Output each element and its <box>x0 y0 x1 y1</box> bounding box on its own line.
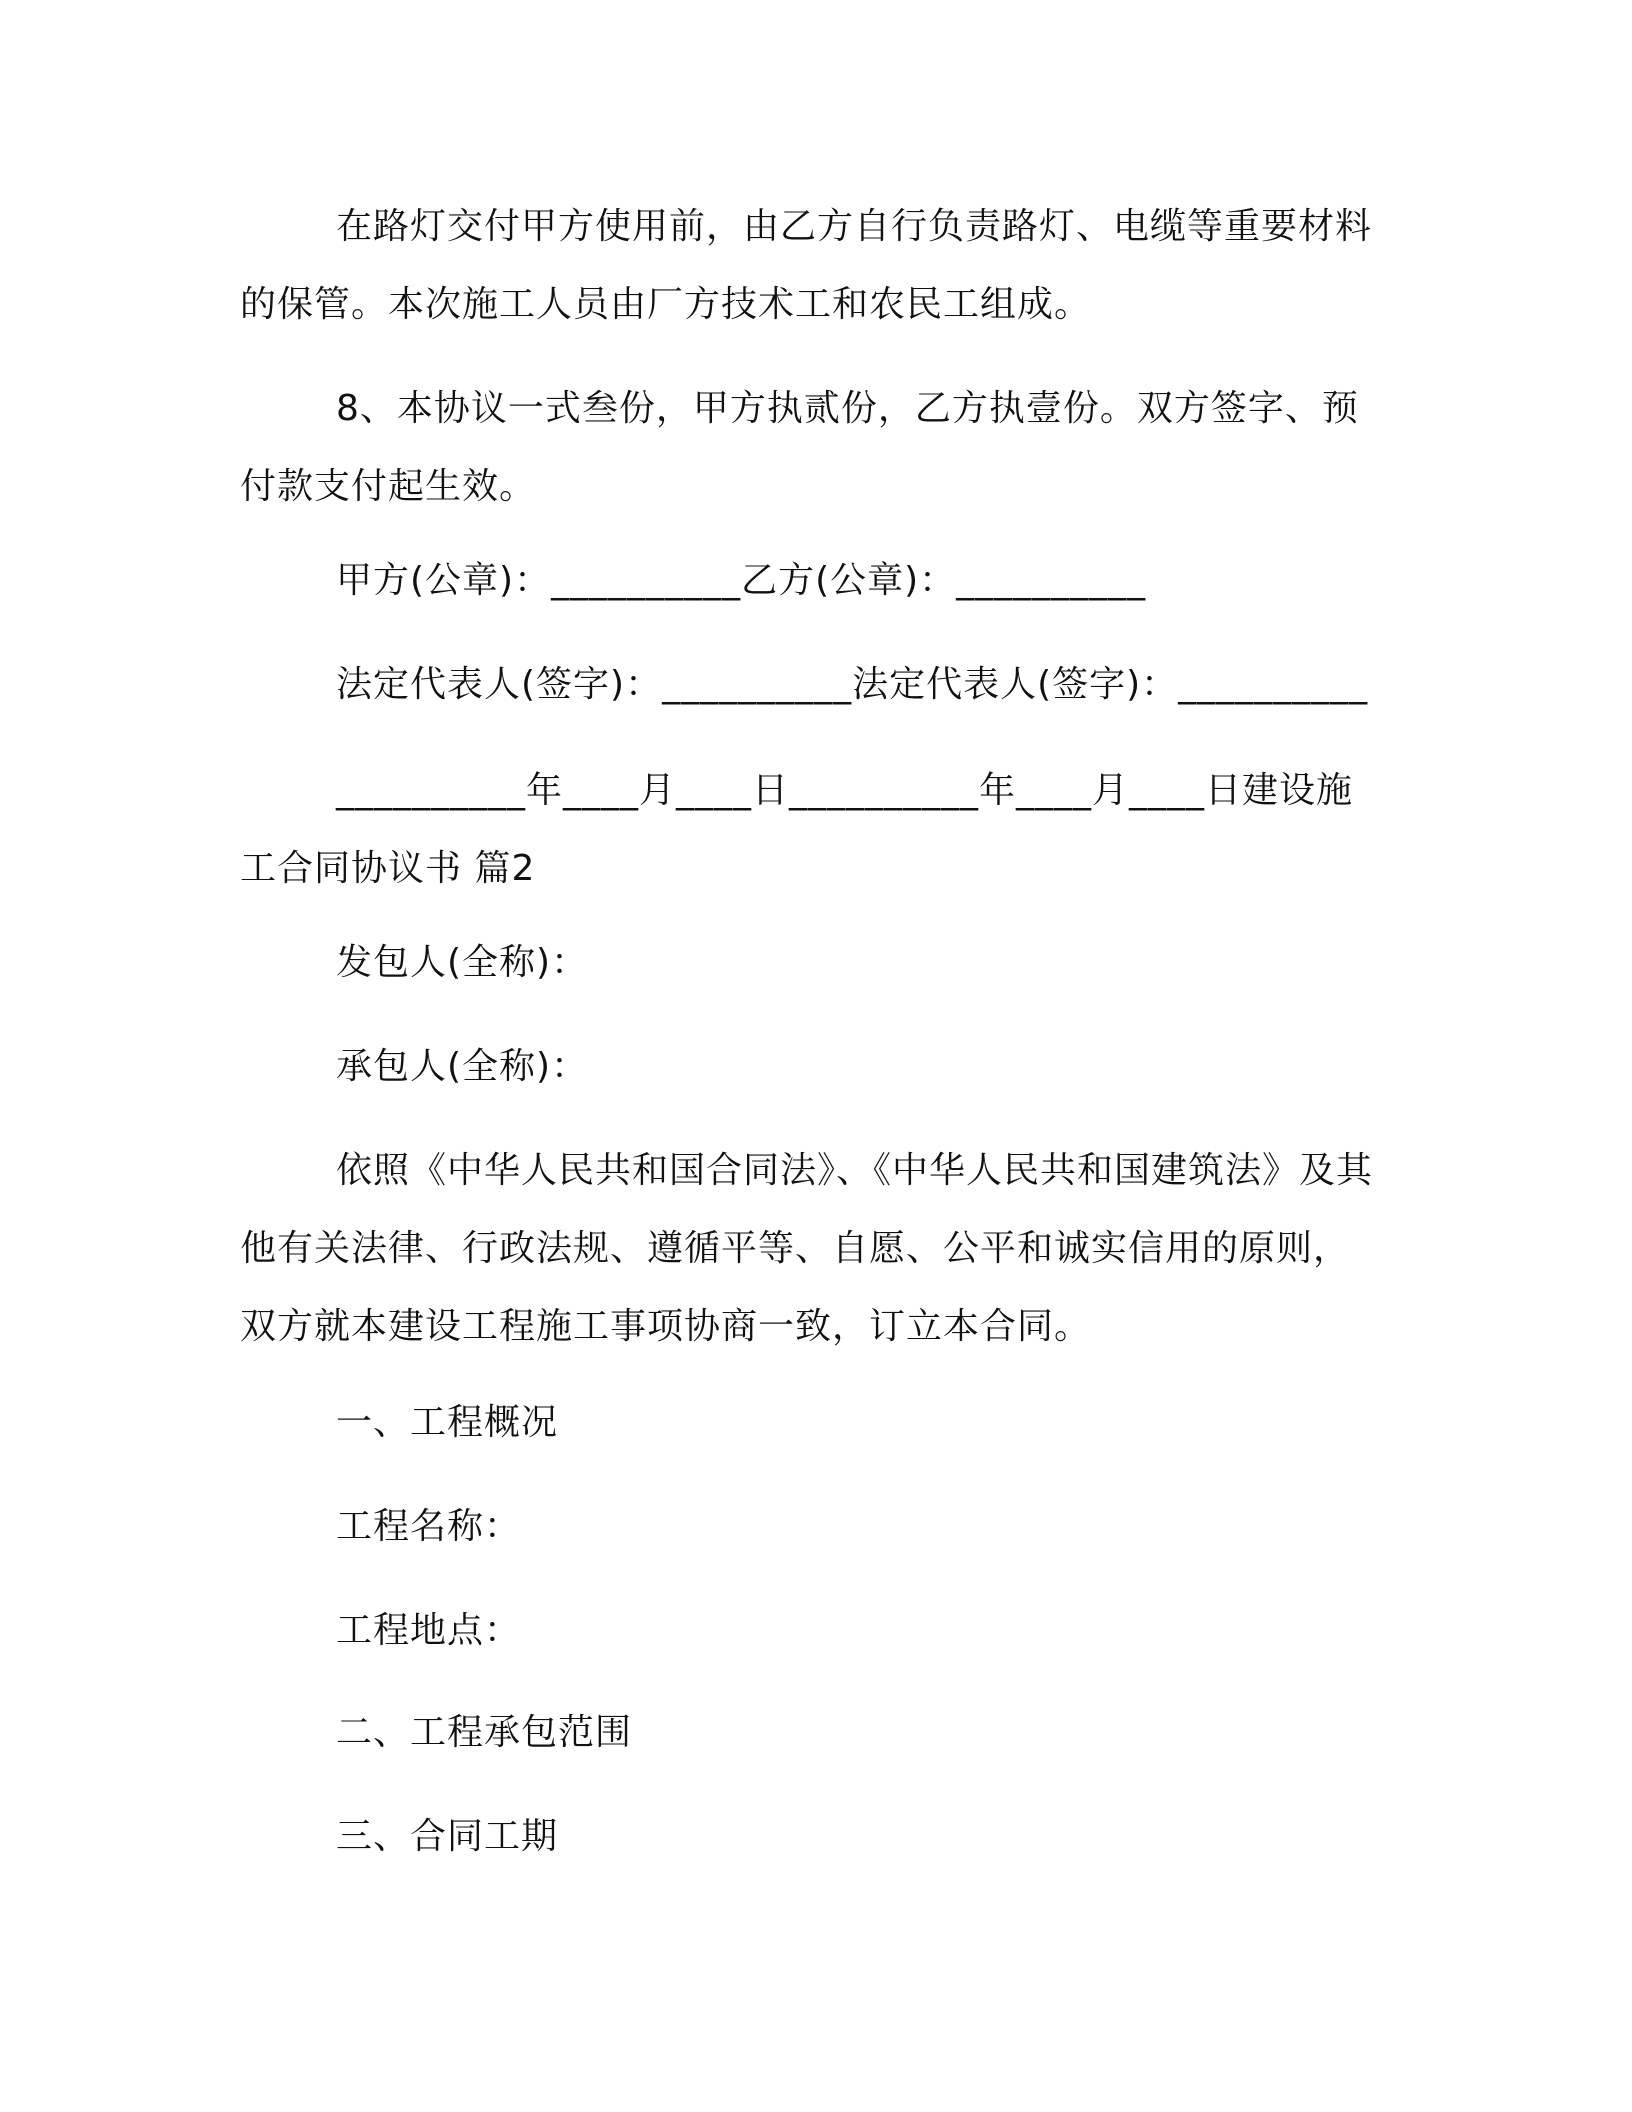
section-heading-project-overview: 一、工程概况 <box>336 1402 559 1443</box>
paragraph-copies-clause: 8、本协议一式叁份，甲方执贰份，乙方执壹份。双方签字、预付款支付起生效。 <box>240 388 1359 507</box>
employer-name-label: 发包人(全称)： <box>336 942 589 983</box>
representative-signature-line: 法定代表人(签字)：__________法定代表人(签字)：__________ <box>336 664 1369 705</box>
contractor-name-label: 承包人(全称)： <box>336 1046 589 1087</box>
project-location-label: 工程地点： <box>336 1610 522 1651</box>
project-name-label: 工程名称： <box>336 1506 522 1547</box>
seal-signature-line: 甲方(公章)：__________乙方(公章)：__________ <box>336 560 1147 601</box>
paragraph-legal-basis: 依照《中华人民共和国合同法》、《中华人民共和国建筑法》及其他有关法律、行政法规、遵循平等、自愿、公平和诚实信用的原则，双方就本建设工程施工事项协商一致，订立本合同。 <box>240 1150 1374 1347</box>
date-line-and-title: __________年____月____日__________年____月____日建设施工合同协议书 篇2 <box>240 770 1354 889</box>
section-heading-contract-period: 三、合同工期 <box>336 1816 559 1857</box>
section-heading-scope: 二、工程承包范围 <box>336 1712 633 1753</box>
paragraph-material-custody: 在路灯交付甲方使用前，由乙方自行负责路灯、电缆等重要材料的保管。本次施工人员由厂方技术工和农民工组成。 <box>240 206 1373 325</box>
